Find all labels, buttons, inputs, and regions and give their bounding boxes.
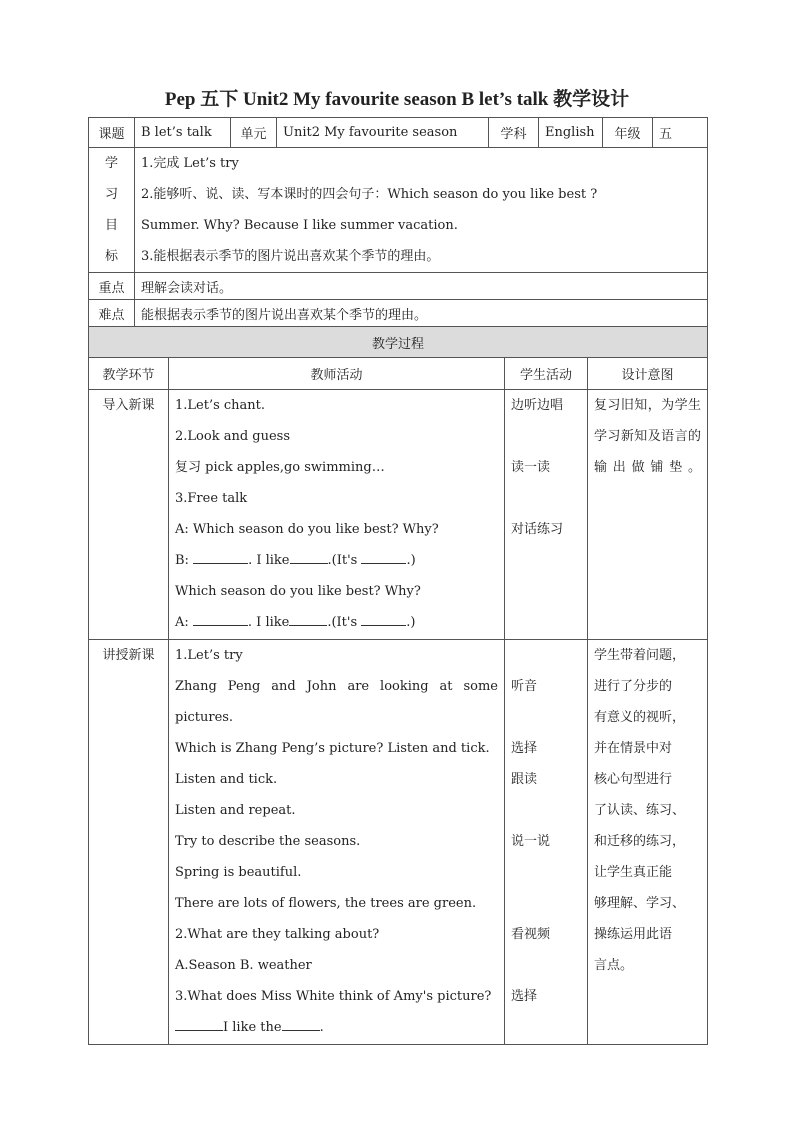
student-line: 跟读 <box>511 772 538 787</box>
goals-content <box>135 148 708 273</box>
activity-line: B: . I like .(It's .) <box>175 553 416 568</box>
subject-value: English <box>539 118 603 148</box>
activity-line: Which season do you like best? Why? <box>175 584 421 599</box>
student-line: 边听边唱 <box>511 398 564 413</box>
header-teacher: 教师活动 <box>169 358 505 390</box>
goals-label: 学习目标 <box>89 148 135 273</box>
activity-line: Which is Zhang Peng’s picture? Listen and tick. <box>175 741 490 756</box>
stage-intro: 导入新课 <box>89 390 169 640</box>
intent-line: 操练运用此语 <box>594 927 673 942</box>
intent-line: 言点。 <box>594 958 634 973</box>
intent-intro: 复习旧知，为学生学习新知及语言的输出做铺垫。 <box>588 390 708 640</box>
student-line: 读一读 <box>511 460 551 475</box>
intent-line: 和迁移的练习， <box>594 834 686 849</box>
intent-line: 进行了分步的 <box>594 679 673 694</box>
header-student: 学生活动 <box>505 358 588 390</box>
activity-line: 1.Let’s try <box>175 648 243 663</box>
header-stage: 教学环节 <box>89 358 169 390</box>
activity-line: I like the . <box>175 1012 498 1043</box>
intent-line: 学生带着问题， <box>594 648 686 663</box>
student-line: 听音 <box>511 679 538 694</box>
page-title: Pep 五下 Unit2 My favourite season B let’s talk 教学设计 <box>164 89 630 110</box>
unit-label: 单元 <box>231 118 277 148</box>
intent-line: 了认读、练习、 <box>594 803 686 818</box>
student-line: 说一说 <box>511 834 551 849</box>
teaching-process-table <box>88 326 708 1045</box>
key-point-value: 理解会读对话。 <box>135 273 708 300</box>
process-title: 教学过程 <box>89 327 708 358</box>
intent-line: 并在情景中对 <box>594 741 673 756</box>
goal-line: 2.能够听、说、读、写本课时的四会句子：Which season do you like best ? <box>141 187 598 202</box>
unit-value: Unit2 My favourite season <box>277 118 489 148</box>
teacher-activity-new <box>169 640 505 1045</box>
grade-value: 五 <box>653 118 708 148</box>
intent-line: 够理解、学习、 <box>594 896 686 911</box>
activity-line: Listen and tick. <box>175 772 278 787</box>
intent-line: 让学生真正能 <box>594 865 673 880</box>
activity-line: 3.What does Miss White think of Amy's picture? <box>175 989 492 1004</box>
goal-line: 1.完成 Let’s try <box>141 156 239 171</box>
lesson-info-table <box>88 117 708 327</box>
activity-line: Zhang Peng and John are looking at some <box>175 679 498 694</box>
difficult-point-label: 难点 <box>89 300 135 327</box>
activity-line: 复习 pick apples,go swimming… <box>175 460 385 475</box>
activity-line: There are lots of flowers, the trees are green. <box>175 896 477 911</box>
topic-value: B let’s talk <box>135 118 231 148</box>
activity-line: 2.What are they talking about? <box>175 927 380 942</box>
student-line: 选择 <box>511 741 538 756</box>
stage-new: 讲授新课 <box>89 640 169 1045</box>
student-line: 选择 <box>511 989 538 1004</box>
intent-new <box>588 640 708 1045</box>
teacher-activity-intro <box>169 390 505 640</box>
activity-line: pictures. <box>175 710 234 725</box>
student-activity-new <box>505 640 588 1045</box>
goal-line: Summer. Why? Because I like summer vacation. <box>141 218 458 233</box>
activity-line: A: . I like .(It's .) <box>175 615 416 630</box>
activity-line: 1.Let’s chant. <box>175 398 266 413</box>
activity-line: 3.Free talk <box>175 491 248 506</box>
topic-label: 课题 <box>89 118 135 148</box>
goal-line: 3.能根据表示季节的图片说出喜欢某个季节的理由。 <box>141 249 440 264</box>
header-intent: 设计意图 <box>588 358 708 390</box>
key-point-label: 重点 <box>89 273 135 300</box>
activity-line: Try to describe the seasons. <box>175 834 361 849</box>
difficult-point-value: 能根据表示季节的图片说出喜欢某个季节的理由。 <box>135 300 708 327</box>
activity-line: Listen and repeat. <box>175 803 296 818</box>
activity-line: 2.Look and guess <box>175 429 291 444</box>
student-line: 看视频 <box>511 927 551 942</box>
student-activity-intro <box>505 390 588 640</box>
activity-line: Spring is beautiful. <box>175 865 302 880</box>
student-line: 对话练习 <box>511 522 564 537</box>
grade-label: 年级 <box>603 118 653 148</box>
activity-line: A: Which season do you like best? Why? <box>175 522 439 537</box>
intent-line: 核心句型进行 <box>594 772 673 787</box>
intent-line: 有意义的视听， <box>594 710 686 725</box>
activity-line: A.Season B. weather <box>175 958 312 973</box>
subject-label: 学科 <box>489 118 539 148</box>
